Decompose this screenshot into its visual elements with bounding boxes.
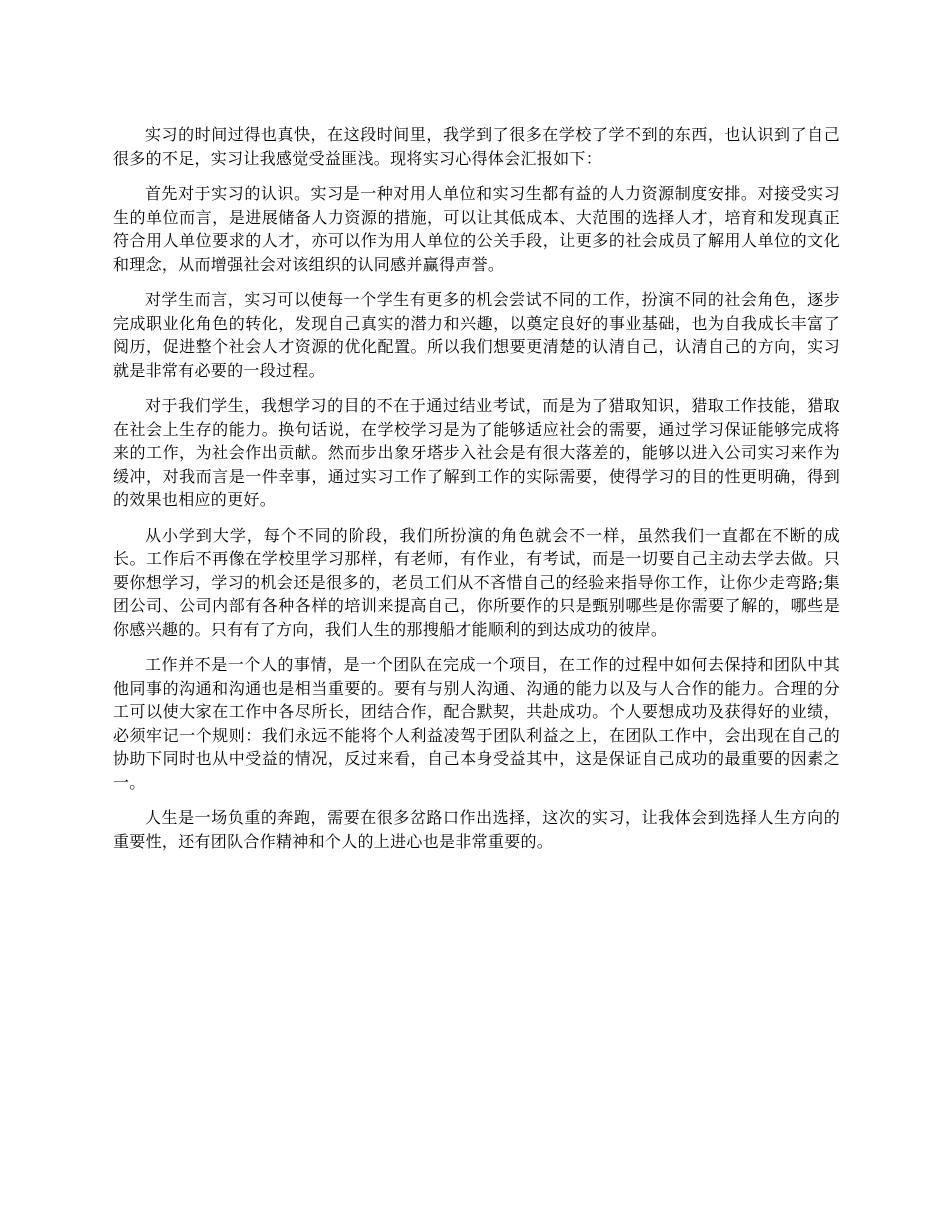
paragraph-7: 人生是一场负重的奔跑，需要在很多岔路口作出选择，这次的实习，让我体会到选择人生方向的重要性，还有团队合作精神和个人的上进心也是非常重要的。 xyxy=(113,808,840,851)
paragraph-5: 从小学到大学，每个不同的阶段，我们所扮演的角色就会不一样，虽然我们一直都在不断的成长。工作后不再像在学校里学习那样，有老师，有作业，有考试，而是一切要自己主动去学去做。只要你想学习，学习的机会还是很多的，老员工们从不吝惜自己的经验来指导你工作，让你少走弯路;集团公司、公司内部有各种各样的培训来提高自己，你所要作的只是甄别哪些是你需要了解的，哪些是你感兴趣的。只有有了方向，我们人生的那搜船才能顺利的到达成功的彼岸。 xyxy=(113,525,840,639)
paragraph-4: 对于我们学生，我想学习的目的不在于通过结业考试，而是为了猎取知识，猎取工作技能，猎取在社会上生存的能力。换句话说，在学校学习是为了能够适应社会的需要，通过学习保证能够完成将来的工作，为社会作出贡献。然而步出象牙塔步入社会是有很大落差的，能够以进入公司实习来作为缓冲，对我而言是一件幸事，通过实习工作了解到工作的实际需要，使得学习的目的性更明确，得到的效果也相应的更好。 xyxy=(113,396,840,509)
document-body xyxy=(113,123,840,865)
paragraph-1: 实习的时间过得也真快，在这段时间里，我学到了很多在学校了学不到的东西，也认识到了自己很多的不足，实习让我感觉受益匪浅。现将实习心得体会汇报如下： xyxy=(113,125,840,168)
paragraph-3: 对学生而言，实习可以使每一个学生有更多的机会尝试不同的工作，扮演不同的社会角色，逐步完成职业化角色的转化，发现自己真实的潜力和兴趣，以奠定良好的事业基础，也为自我成长丰富了阅历，促进整个社会人才资源的优化配置。所以我们想要更清楚的认清自己，认清自己的方向，实习就是非常有必要的一段过程。 xyxy=(113,290,840,380)
paragraph-2: 首先对于实习的认识。实习是一种对用人单位和实习生都有益的人力资源制度安排。对接受实习生的单位而言，是进展储备人力资源的措施，可以让其低成本、大范围的选择人才，培育和发现真正符合用人单位要求的人才，亦可以作为用人单位的公关手段，让更多的社会成员了解用人单位的文化和理念，从而增强社会对该组织的认同感并赢得声誉。 xyxy=(113,184,840,274)
paragraph-6: 工作并不是一个人的事情，是一个团队在完成一个项目，在工作的过程中如何去保持和团队中其他同事的沟通和沟通也是相当重要的。要有与别人沟通、沟通的能力以及与人合作的能力。合理的分工可以使大家在工作中各尽所长，团结合作，配合默契，共赴成功。个人要想成功及获得好的业绩，必须牢记一个规则：我们永远不能将个人利益凌驾于团队利益之上，在团队工作中，会出现在自己的协助下同时也从中受益的情况，反过来看，自己本身受益其中，这是保证自己成功的最重要的因素之一。 xyxy=(113,655,840,792)
